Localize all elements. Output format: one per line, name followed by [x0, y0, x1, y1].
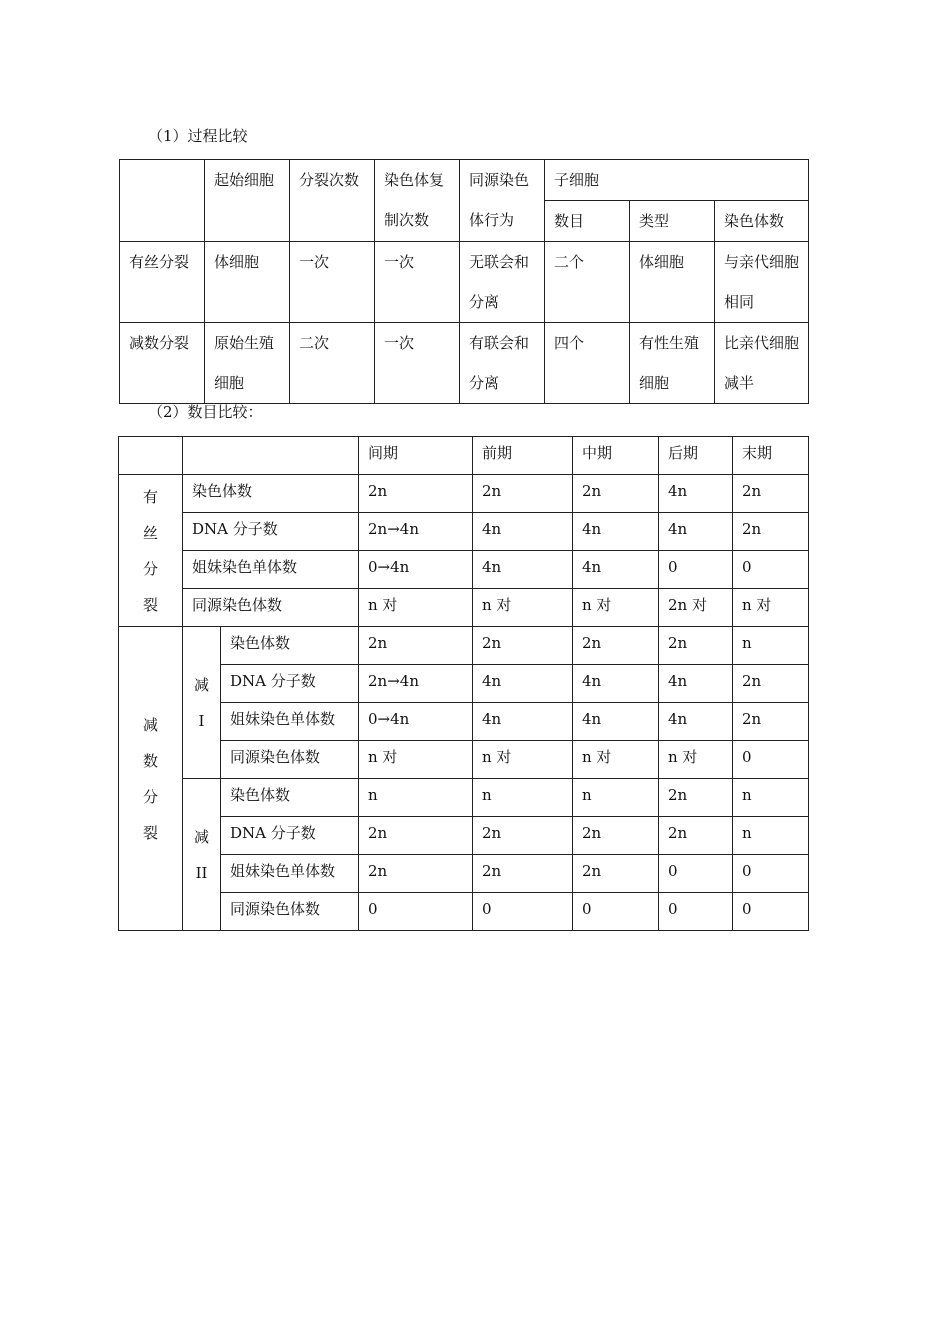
table-cell: n 对	[733, 589, 809, 627]
table-row	[119, 551, 809, 589]
item-label: DNA 分子数	[221, 665, 359, 703]
table-cell: 2n	[573, 627, 659, 665]
table-cell: 2n	[659, 779, 733, 817]
table-cell: 0	[733, 741, 809, 779]
table-cell: n 对	[573, 741, 659, 779]
table-cell: n 对	[473, 589, 573, 627]
table-cell: 2n	[573, 817, 659, 855]
table-cell: 0	[733, 893, 809, 931]
table-cell: 0	[359, 893, 473, 931]
table-cell: 2n	[473, 627, 573, 665]
table-cell: 二次	[290, 323, 375, 404]
table-cell: n 对	[359, 741, 473, 779]
table-cell: 与亲代细胞相同	[715, 242, 809, 323]
table-cell: 一次	[375, 323, 460, 404]
phase-header: 前期	[473, 437, 573, 475]
table-cell: 2n	[359, 475, 473, 513]
item-label: DNA 分子数	[221, 817, 359, 855]
table-header-row	[119, 437, 809, 475]
table-cell: 4n	[573, 513, 659, 551]
table-cell: n 对	[573, 589, 659, 627]
meiosis1-label: 减 I	[183, 627, 221, 779]
phase-header: 中期	[573, 437, 659, 475]
item-label: 同源染色体数	[183, 589, 359, 627]
header-homolog-behavior: 同源染色体行为	[460, 160, 545, 242]
table-cell: 2n	[359, 817, 473, 855]
table-cell: 4n	[473, 513, 573, 551]
table-row	[119, 893, 809, 931]
table-row	[119, 703, 809, 741]
table-cell: 2n	[733, 703, 809, 741]
table-cell: 2n	[473, 855, 573, 893]
header-number: 数目	[545, 201, 630, 242]
table-cell: 4n	[473, 551, 573, 589]
table-cell: 4n	[659, 703, 733, 741]
table-cell: 2n	[473, 475, 573, 513]
table-cell: 4n	[473, 665, 573, 703]
mitosis-label: 有 丝 分 裂	[119, 475, 183, 627]
table-cell: 0→4n	[359, 703, 473, 741]
meiosis-label: 减 数 分 裂	[119, 627, 183, 931]
table-cell: n 对	[473, 741, 573, 779]
phase-header: 末期	[733, 437, 809, 475]
table-cell: 有联会和分离	[460, 323, 545, 404]
table-cell: 2n	[733, 475, 809, 513]
table-cell: 4n	[473, 703, 573, 741]
table-cell: 2n	[573, 855, 659, 893]
row-label: 有丝分裂	[120, 242, 205, 323]
table-cell: 无联会和分离	[460, 242, 545, 323]
table-row	[119, 627, 809, 665]
table-row	[119, 475, 809, 513]
table-cell: 0	[733, 551, 809, 589]
table-cell: 一次	[375, 242, 460, 323]
meiosis2-label: 减 II	[183, 779, 221, 931]
header-chrom-replication: 染色体复制次数	[375, 160, 460, 242]
header-division-count: 分裂次数	[290, 160, 375, 242]
table-cell: 四个	[545, 323, 630, 404]
table-cell: 4n	[659, 665, 733, 703]
item-label: DNA 分子数	[183, 513, 359, 551]
table-cell: 2n	[359, 855, 473, 893]
header-start-cell: 起始细胞	[205, 160, 290, 242]
table-row	[119, 665, 809, 703]
table-cell: 2n	[733, 665, 809, 703]
header-type: 类型	[630, 201, 715, 242]
table-row	[119, 513, 809, 551]
table-cell: n	[733, 817, 809, 855]
table-cell: n	[359, 779, 473, 817]
corner-cell	[120, 160, 205, 242]
table-cell: 0	[573, 893, 659, 931]
table-cell: 有性生殖细胞	[630, 323, 715, 404]
section1-title: （1）过程比较	[148, 127, 248, 145]
table-row	[119, 589, 809, 627]
table-cell: 0	[659, 893, 733, 931]
item-label: 姐妹染色单体数	[221, 855, 359, 893]
table-cell: 0	[473, 893, 573, 931]
table-cell: 0	[659, 551, 733, 589]
table-cell: 4n	[573, 703, 659, 741]
item-label: 姐妹染色单体数	[183, 551, 359, 589]
item-header-cell	[183, 437, 359, 475]
table-cell: n 对	[359, 589, 473, 627]
corner-cell	[119, 437, 183, 475]
table-cell: 比亲代细胞减半	[715, 323, 809, 404]
item-label: 染色体数	[221, 627, 359, 665]
table-cell: 0→4n	[359, 551, 473, 589]
table-cell: n	[573, 779, 659, 817]
table-cell: 原始生殖细胞	[205, 323, 290, 404]
table-row	[119, 817, 809, 855]
table-cell: 体细胞	[205, 242, 290, 323]
table-cell: n 对	[659, 741, 733, 779]
item-label: 染色体数	[221, 779, 359, 817]
process-comparison-table	[119, 159, 809, 404]
table-cell: 4n	[573, 551, 659, 589]
table-cell: 体细胞	[630, 242, 715, 323]
table-cell: 2n	[659, 817, 733, 855]
phase-header: 后期	[659, 437, 733, 475]
table-cell: 2n 对	[659, 589, 733, 627]
header-chrom-count: 染色体数	[715, 201, 809, 242]
table-row	[120, 242, 809, 323]
item-label: 同源染色体数	[221, 741, 359, 779]
phase-header: 间期	[359, 437, 473, 475]
table-cell: 2n→4n	[359, 665, 473, 703]
table-cell: 4n	[659, 513, 733, 551]
table-cell: 2n	[359, 627, 473, 665]
table-cell: 2n	[473, 817, 573, 855]
table-cell: 2n	[573, 475, 659, 513]
table-row	[119, 741, 809, 779]
item-label: 姐妹染色单体数	[221, 703, 359, 741]
table-cell: n	[473, 779, 573, 817]
table-row	[119, 855, 809, 893]
table-cell: 二个	[545, 242, 630, 323]
table-cell: 0	[659, 855, 733, 893]
table-cell: n	[733, 627, 809, 665]
item-label: 同源染色体数	[221, 893, 359, 931]
table-cell: 一次	[290, 242, 375, 323]
row-label: 减数分裂	[120, 323, 205, 404]
section2-title: （2）数目比较：	[148, 403, 263, 421]
header-daughter-cells: 子细胞	[545, 160, 809, 201]
table-cell: 2n→4n	[359, 513, 473, 551]
table-cell: 4n	[573, 665, 659, 703]
table-cell: 4n	[659, 475, 733, 513]
table-cell: n	[733, 779, 809, 817]
number-comparison-table	[118, 436, 809, 931]
table-cell: 2n	[733, 513, 809, 551]
table-row	[120, 323, 809, 404]
item-label: 染色体数	[183, 475, 359, 513]
table-row	[119, 779, 809, 817]
table-cell: 2n	[659, 627, 733, 665]
table-cell: 0	[733, 855, 809, 893]
